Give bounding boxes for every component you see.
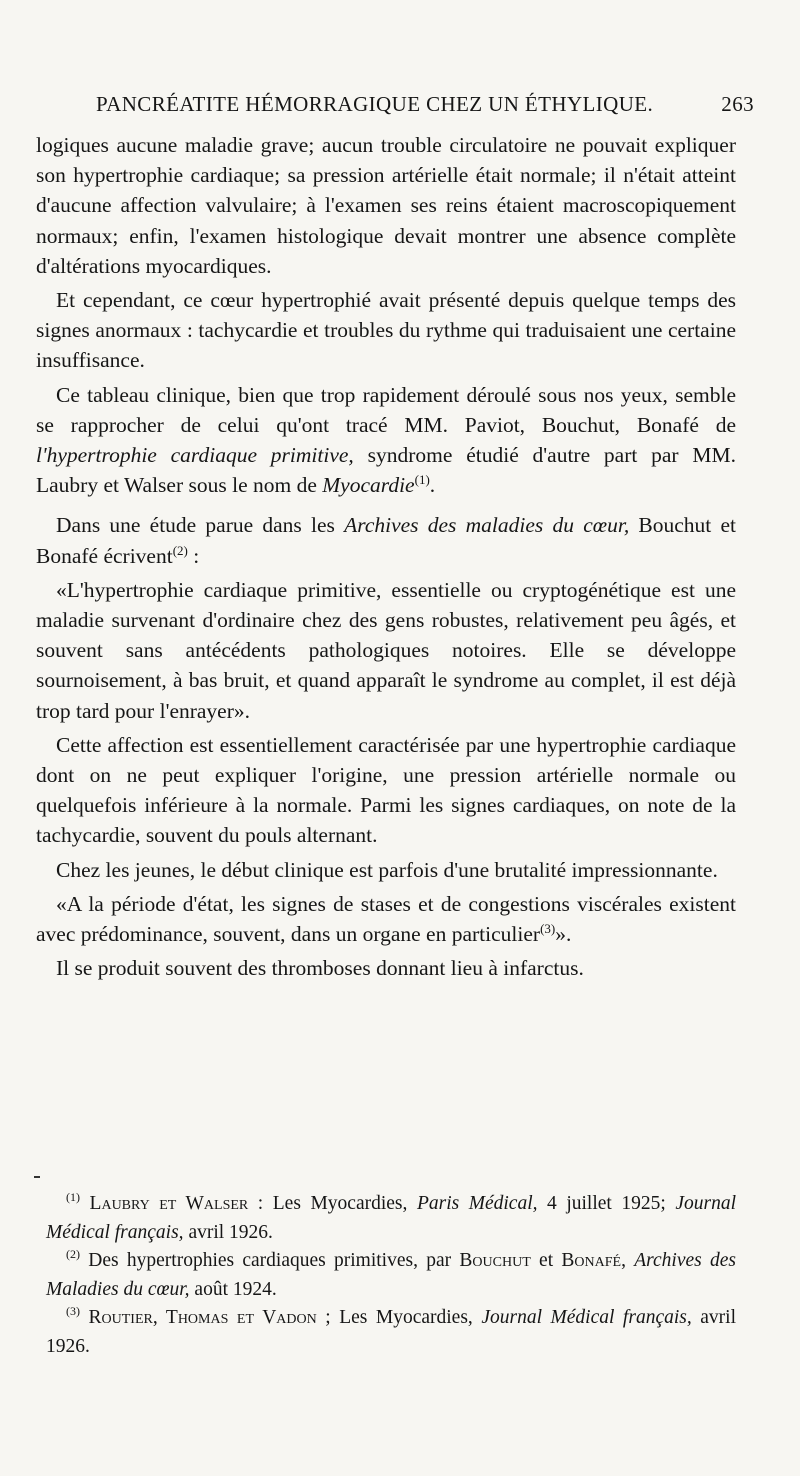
paragraph-4 — [36, 510, 736, 570]
footnote-text: avril 1926. — [46, 1307, 736, 1357]
footnote-authors: Routier, Thomas et Vadon — [88, 1307, 317, 1329]
footnote-text: août 1924. — [189, 1278, 277, 1300]
footnote-text: Des hypertrophies cardiaques primitives, par — [88, 1250, 460, 1272]
paragraph-3-text-c: . — [429, 473, 436, 498]
footnote-ref-1: (1) — [414, 472, 430, 488]
footnote-author: Bonafé — [561, 1250, 622, 1272]
footnote-author: Bouchut — [459, 1250, 531, 1272]
footnote-mark: (1) — [66, 1190, 80, 1204]
footnote-ref-3: (3) — [540, 921, 556, 937]
footnote-2 — [46, 1247, 736, 1304]
footnote-mark: (3) — [66, 1304, 80, 1319]
paragraph-6: Cette affection est essentiellement caractérisée par une hypertrophie cardiaque dont on ne peut expliquer l'origine, une pression artérielle normale ou quelquefois inférieure à la normale. Parmi les signes cardiaques, on note de la tachycardie, souvent du pouls alternant. — [36, 732, 736, 848]
footnote-mark: (2) — [66, 1247, 80, 1262]
paragraph-8-text-a: «A la période d'état, les signes de stases et de congestions viscérales existent avec prédominance, souvent, dans un organe en particulier — [36, 891, 736, 947]
paragraph-3-italic-title: l'hypertrophie cardiaque primitive, — [36, 443, 354, 468]
footnotes — [46, 1190, 736, 1362]
footnote-text: : Les Myocardies, — [248, 1193, 417, 1214]
paragraph-8-text-b: ». — [555, 922, 572, 947]
footnote-journal: Paris Médical, — [416, 1193, 538, 1214]
footnote-text: et — [530, 1250, 562, 1272]
page-number: 263 — [721, 92, 754, 116]
paragraph-2: Et cependant, ce cœur hypertrophié avait présenté depuis quelque temps des signes anormaux : tachycardie et troubles du rythme qui traduisaient une certaine insuffisance. — [36, 288, 736, 373]
main-text — [36, 130, 736, 983]
paragraph-4-text-b: Bouchut et Bonafé écrivent — [36, 513, 737, 568]
paragraph-4-text-a: Dans une étude parue dans les — [56, 513, 345, 538]
paragraph-3 — [36, 380, 736, 501]
footnote-1 — [46, 1190, 736, 1247]
paragraph-7: Chez les jeunes, le début clinique est parfois d'une brutalité impressionnante. — [56, 857, 718, 882]
footnote-authors: Laubry et Walser — [89, 1193, 249, 1214]
paragraph-3-italic-term: Myocardie — [322, 473, 415, 498]
footnote-text: ; Les Myocardies, — [316, 1307, 482, 1329]
footnote-separator — [34, 1176, 40, 1178]
footnote-text: , — [621, 1250, 635, 1272]
paragraph-1: logiques aucune maladie grave; aucun trouble circulatoire ne pouvait expliquer son hypertrophie cardiaque; sa pression artérielle était normale; il n'était atteint d'aucune affection valvulaire; à l'examen ses reins étaient macroscopiquement normaux; enfin, l'examen histologique devait montrer une absence complète d'altérations myocardiques. — [36, 133, 736, 278]
footnote-journal: Journal Médical français, — [481, 1307, 692, 1329]
footnote-ref-2: (2) — [172, 542, 188, 558]
footnote-journal: Archives des Maladies du cœur, — [46, 1250, 736, 1300]
paragraph-4-text-c: : — [187, 543, 200, 568]
running-header — [96, 92, 760, 122]
paragraph-9: Il se produit souvent des thromboses donnant lieu à infarctus. — [56, 956, 584, 981]
running-title: PANCRÉATITE HÉMORRAGIQUE CHEZ UN ÉTHYLIQUE. — [96, 92, 654, 116]
paragraph-3-text-b: syndrome étudié d'autre part par MM. Laubry et Walser sous le nom de — [36, 443, 736, 498]
footnote-text: 4 juillet 1925; — [537, 1193, 676, 1214]
paragraph-3-text-a: Ce tableau clinique, bien que trop rapidement déroulé sous nos yeux, semble se rapprocher de celui qu'ont tracé MM. Paviot, Bouchut, Bonafé de — [36, 382, 736, 437]
footnote-3 — [46, 1304, 736, 1361]
footnote-journal: Journal Médical français, — [46, 1193, 736, 1243]
paragraph-8-quote — [36, 889, 736, 949]
paragraph-4-italic-journal: Archives des maladies du cœur, — [344, 513, 630, 538]
paragraph-5-quote: «L'hypertrophie cardiaque primitive, essentielle ou cryptogénétique est une maladie survenant d'ordinaire chez des gens robustes, relativement peu âgés, et souvent sans antécédents pathologiques notoires. Elle se développe sournoisement, à bas bruit, et quand apparaît le syndrome au complet, il est déjà trop tard pour l'enrayer». — [36, 577, 736, 723]
footnote-text: avril 1926. — [183, 1221, 273, 1243]
